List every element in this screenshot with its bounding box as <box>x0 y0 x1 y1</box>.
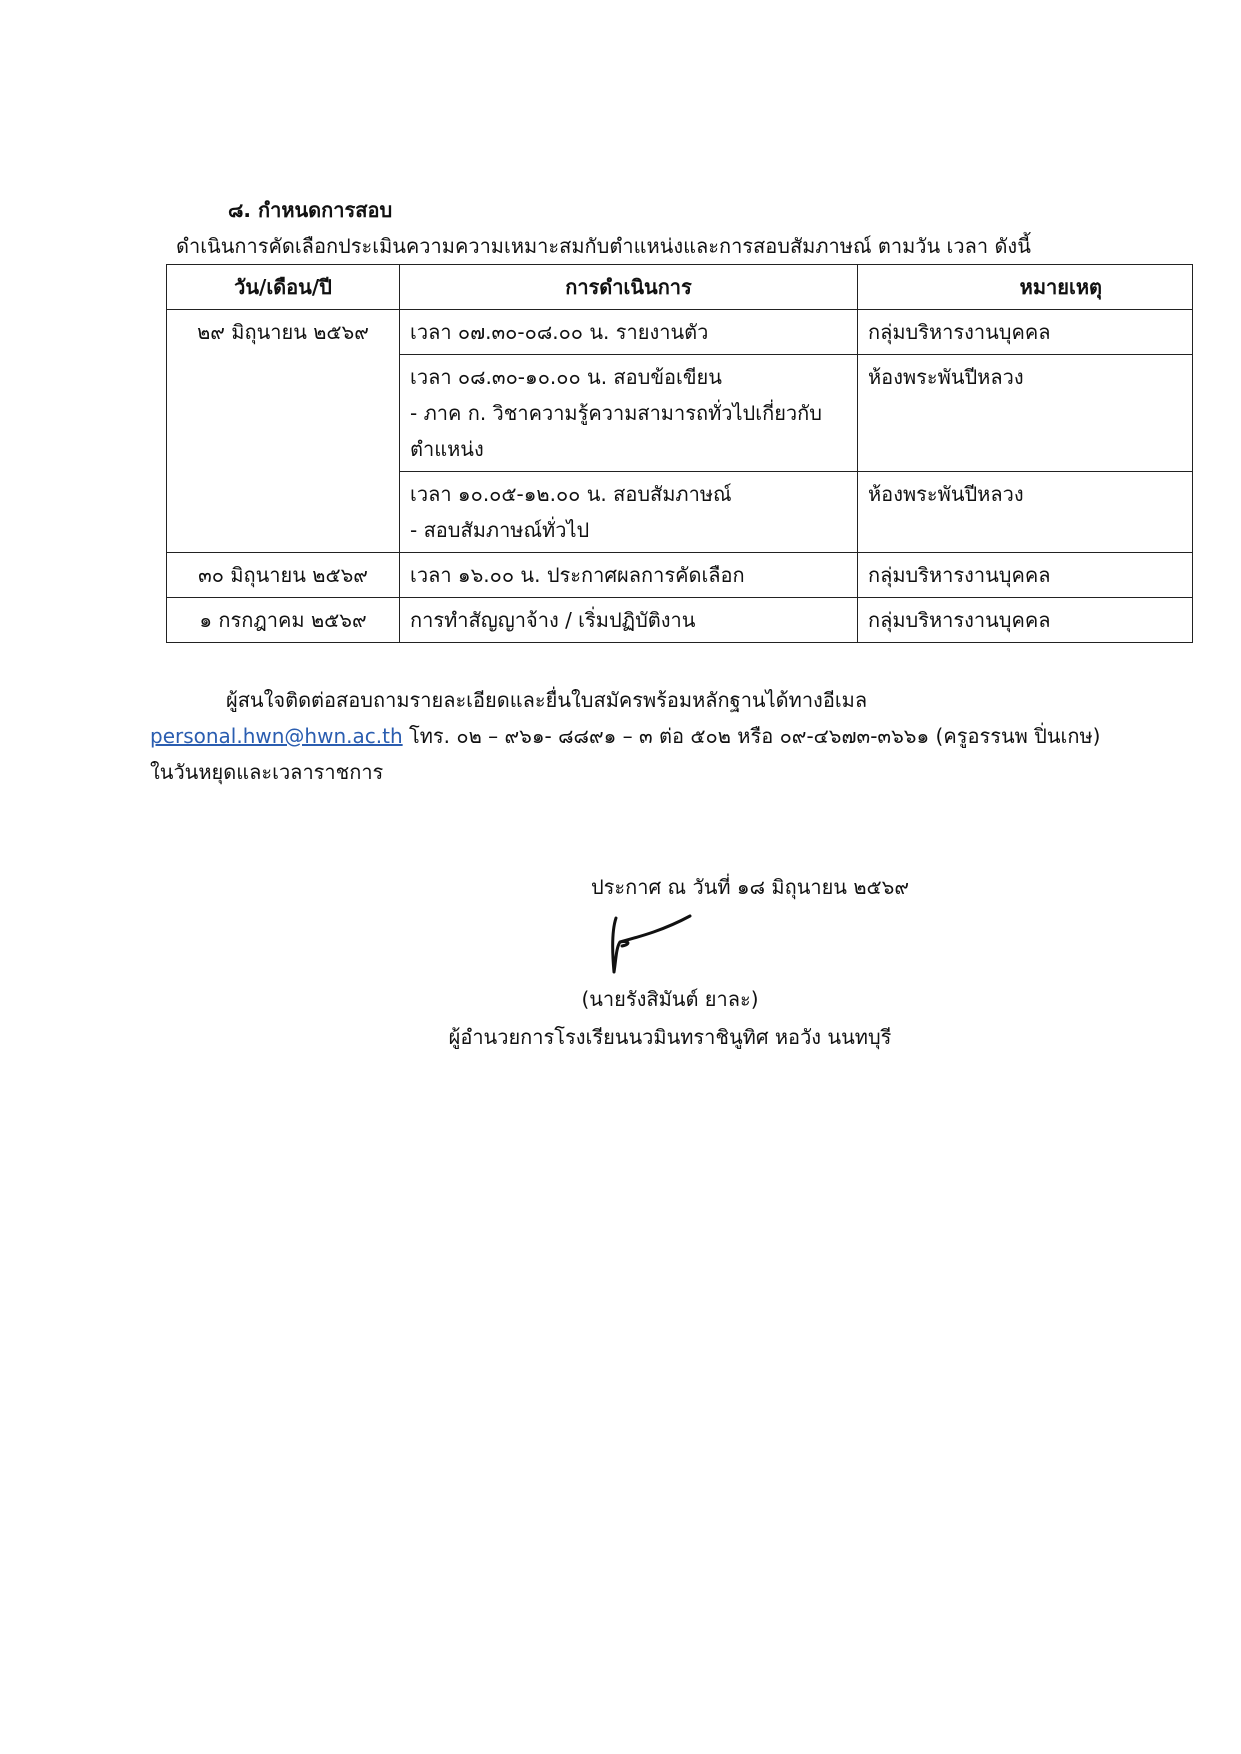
header-activity: การดำเนินการ <box>400 265 858 310</box>
signature-image <box>602 910 702 978</box>
header-date: วัน/เดือน/ปี <box>167 265 400 310</box>
activity-line: เวลา ๐๗.๓๐-๐๘.๐๐ น. รายงานตัว <box>410 320 709 344</box>
date-cell: ๒๙ มิถุนายน ๒๕๖๙ <box>167 310 400 553</box>
announcement-date: ประกาศ ณ วันที่ ๑๘ มิถุนายน ๒๕๖๙ <box>590 875 910 899</box>
header-note: หมายเหตุ <box>858 265 1193 310</box>
date-cell: ๓๐ มิถุนายน ๒๕๖๙ <box>167 553 400 598</box>
activity-cell <box>400 598 858 643</box>
phone-text: โทร. ๐๒ – ๙๖๑- ๘๘๙๑ – ๓ ต่อ ๕๐๒ หรือ ๐๙-๔๖๗๓-๓๖๖๑ (ครูอรรนพ ปิ่นเกษ) <box>402 724 1101 748</box>
email-link[interactable]: personal.hwn@hwn.ac.th <box>150 724 403 748</box>
activity-cell <box>400 553 858 598</box>
contact-line-1: ผู้สนใจติดต่อสอบถามรายละเอียดและยื่นใบสมัครพร้อมหลักฐานได้ทางอีเมล <box>226 688 868 712</box>
note-cell: ห้องพระพันปีหลวง <box>858 472 1193 553</box>
note-cell: กลุ่มบริหารงานบุคคล <box>858 310 1193 355</box>
section-intro: ดำเนินการคัดเลือกประเมินความความเหมาะสมกับตำแหน่งและการสอบสัมภาษณ์ ตามวัน เวลา ดังนี้ <box>176 234 1031 258</box>
activity-line: การทำสัญญาจ้าง / เริ่มปฏิบัติงาน <box>410 608 696 632</box>
contact-paragraph <box>150 682 1110 790</box>
signer-title: ผู้อำนวยการโรงเรียนนวมินทราชินูทิศ หอวัง นนทบุรี <box>448 1025 892 1049</box>
activity-line: เวลา ๑๖.๐๐ น. ประกาศผลการคัดเลือก <box>410 563 745 587</box>
table-row <box>167 553 1193 598</box>
signer-name: (นายรังสิมันต์ ยาละ) <box>581 987 759 1011</box>
contact-line-3: ในวันหยุดและเวลาราชการ <box>150 760 384 784</box>
activity-line: เวลา ๐๘.๓๐-๑๐.๐๐ น. สอบข้อเขียน <box>410 365 722 389</box>
contact-line-2 <box>150 718 1110 754</box>
activity-line: - สอบสัมภาษณ์ทั่วไป <box>410 518 590 542</box>
activity-cell <box>400 310 858 355</box>
exam-schedule-table <box>166 264 1193 643</box>
activity-line: - ภาค ก. วิชาความรู้ความสามารถทั่วไปเกี่ยวกับ <box>410 401 822 425</box>
date-cell: ๑ กรกฎาคม ๒๕๖๙ <box>167 598 400 643</box>
section-heading: ๘. กำหนดการสอบ <box>228 198 393 222</box>
note-cell: กลุ่มบริหารงานบุคคล <box>858 553 1193 598</box>
activity-line: เวลา ๑๐.๐๕-๑๒.๐๐ น. สอบสัมภาษณ์ <box>410 482 732 506</box>
activity-cell <box>400 472 858 553</box>
table-row <box>167 598 1193 643</box>
note-cell: กลุ่มบริหารงานบุคคล <box>858 598 1193 643</box>
table-header-row <box>167 265 1193 310</box>
note-cell: ห้องพระพันปีหลวง <box>858 355 1193 472</box>
table-row <box>167 310 1193 355</box>
signature-block <box>340 868 1000 1056</box>
activity-line: ตำแหน่ง <box>410 437 484 461</box>
activity-cell <box>400 355 858 472</box>
